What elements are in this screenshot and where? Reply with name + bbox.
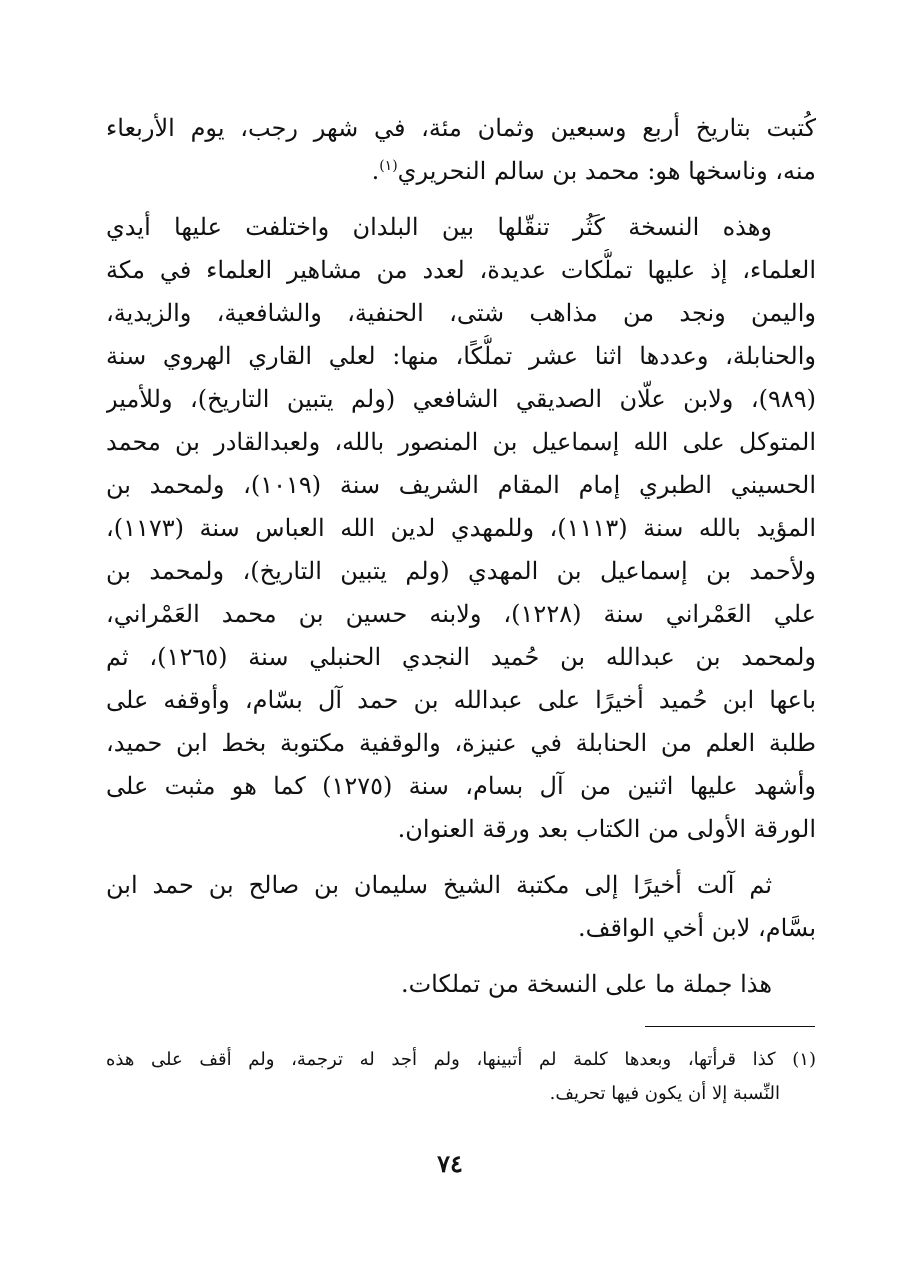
page-number: ٧٤	[437, 1149, 463, 1178]
text-line: بسَّام، لابن أخي الواقف.	[577, 914, 816, 942]
paragraph-3	[106, 864, 816, 950]
text-line: ولأحمد بن إسماعيل بن المهدي (ولم يتبين التاريخ)، ولمحمد بن	[106, 557, 816, 585]
paragraph-1	[106, 107, 816, 193]
footnote-marker[interactable]: (١)	[379, 158, 398, 174]
text-line: ثم آلت أخيرًا إلى مكتبة الشيخ سليمان بن صالح بن حمد ابن	[106, 871, 772, 899]
line-text: منه، وناسخها هو: محمد بن سالم النحريري	[397, 157, 816, 185]
paragraph-gap	[106, 950, 816, 963]
paragraph-4	[106, 963, 816, 1006]
footnote-1	[106, 1043, 816, 1111]
main-text	[106, 107, 816, 1006]
paragraph-2	[106, 206, 816, 851]
text-line: باعها ابن حُميد أخيرًا على عبدالله بن حمد آل بسّام، وأوقفه على	[106, 686, 816, 714]
text-line: الحسيني الطبري إمام المقام الشريف سنة (١٠١٩)، ولمحمد بن	[106, 471, 816, 499]
text-line: واليمن ونجد من مذاهب شتى، الحنفية، والشافعية، والزيدية،	[106, 299, 816, 327]
text-line: كُتبت بتاريخ أربع وسبعين وثمان مئة، في شهر رجب، يوم الأربعاء	[106, 114, 816, 142]
text-line: والحنابلة، وعددها اثنا عشر تملُّكًا، منها: لعلي القاري الهروي سنة	[106, 342, 816, 370]
text-line: العلماء، إذ عليها تملُّكات عديدة، لعدد من مشاهير العلماء في مكة	[106, 256, 816, 284]
footnote-line: (١) كذا قرأتها، وبعدها كلمة لم أتبينها، ولم أجد له ترجمة، ولم أقف على هذه	[106, 1049, 816, 1070]
text-line: المتوكل على الله إسماعيل بن المنصور بالله، ولعبدالقادر بن محمد	[106, 428, 816, 456]
text-line: علي العَمْراني سنة (١٢٢٨)، ولابنه حسين بن محمد العَمْراني،	[106, 600, 816, 628]
footnotes	[106, 1043, 816, 1111]
paragraph-gap	[106, 193, 816, 206]
footnote-line: النِّسبة إلا أن يكون فيها تحريف.	[549, 1083, 780, 1104]
text-line: ولمحمد بن عبدالله بن حُميد النجدي الحنبلي سنة (١٢٦٥)، ثم	[106, 643, 816, 671]
text-line: وهذه النسخة كَثُر تنقّلها بين البلدان واختلفت عليها أيدي	[106, 213, 772, 241]
text-line: وأشهد عليها اثنين من آل بسام، سنة (١٢٧٥) كما هو مثبت على	[106, 772, 816, 800]
text-line: هذا جملة ما على النسخة من تملكات.	[400, 970, 772, 998]
text-line: المؤيد بالله سنة (١١١٣)، وللمهدي لدين الله العباس سنة (١١٧٣)،	[106, 514, 816, 542]
footnote-separator	[645, 1026, 815, 1027]
text-line: (٩٨٩)، ولابن علّان الصديقي الشافعي (ولم يتبين التاريخ)، وللأمير	[106, 385, 816, 413]
text-line: الورقة الأولى من الكتاب بعد ورقة العنوان.	[397, 815, 816, 843]
text-line: طلبة العلم من الحنابلة في عنيزة، والوقفية مكتوبة بخط ابن حميد،	[106, 729, 816, 757]
paragraph-gap	[106, 851, 816, 864]
text-line	[106, 150, 816, 193]
line-end-punctuation: .	[371, 157, 380, 185]
